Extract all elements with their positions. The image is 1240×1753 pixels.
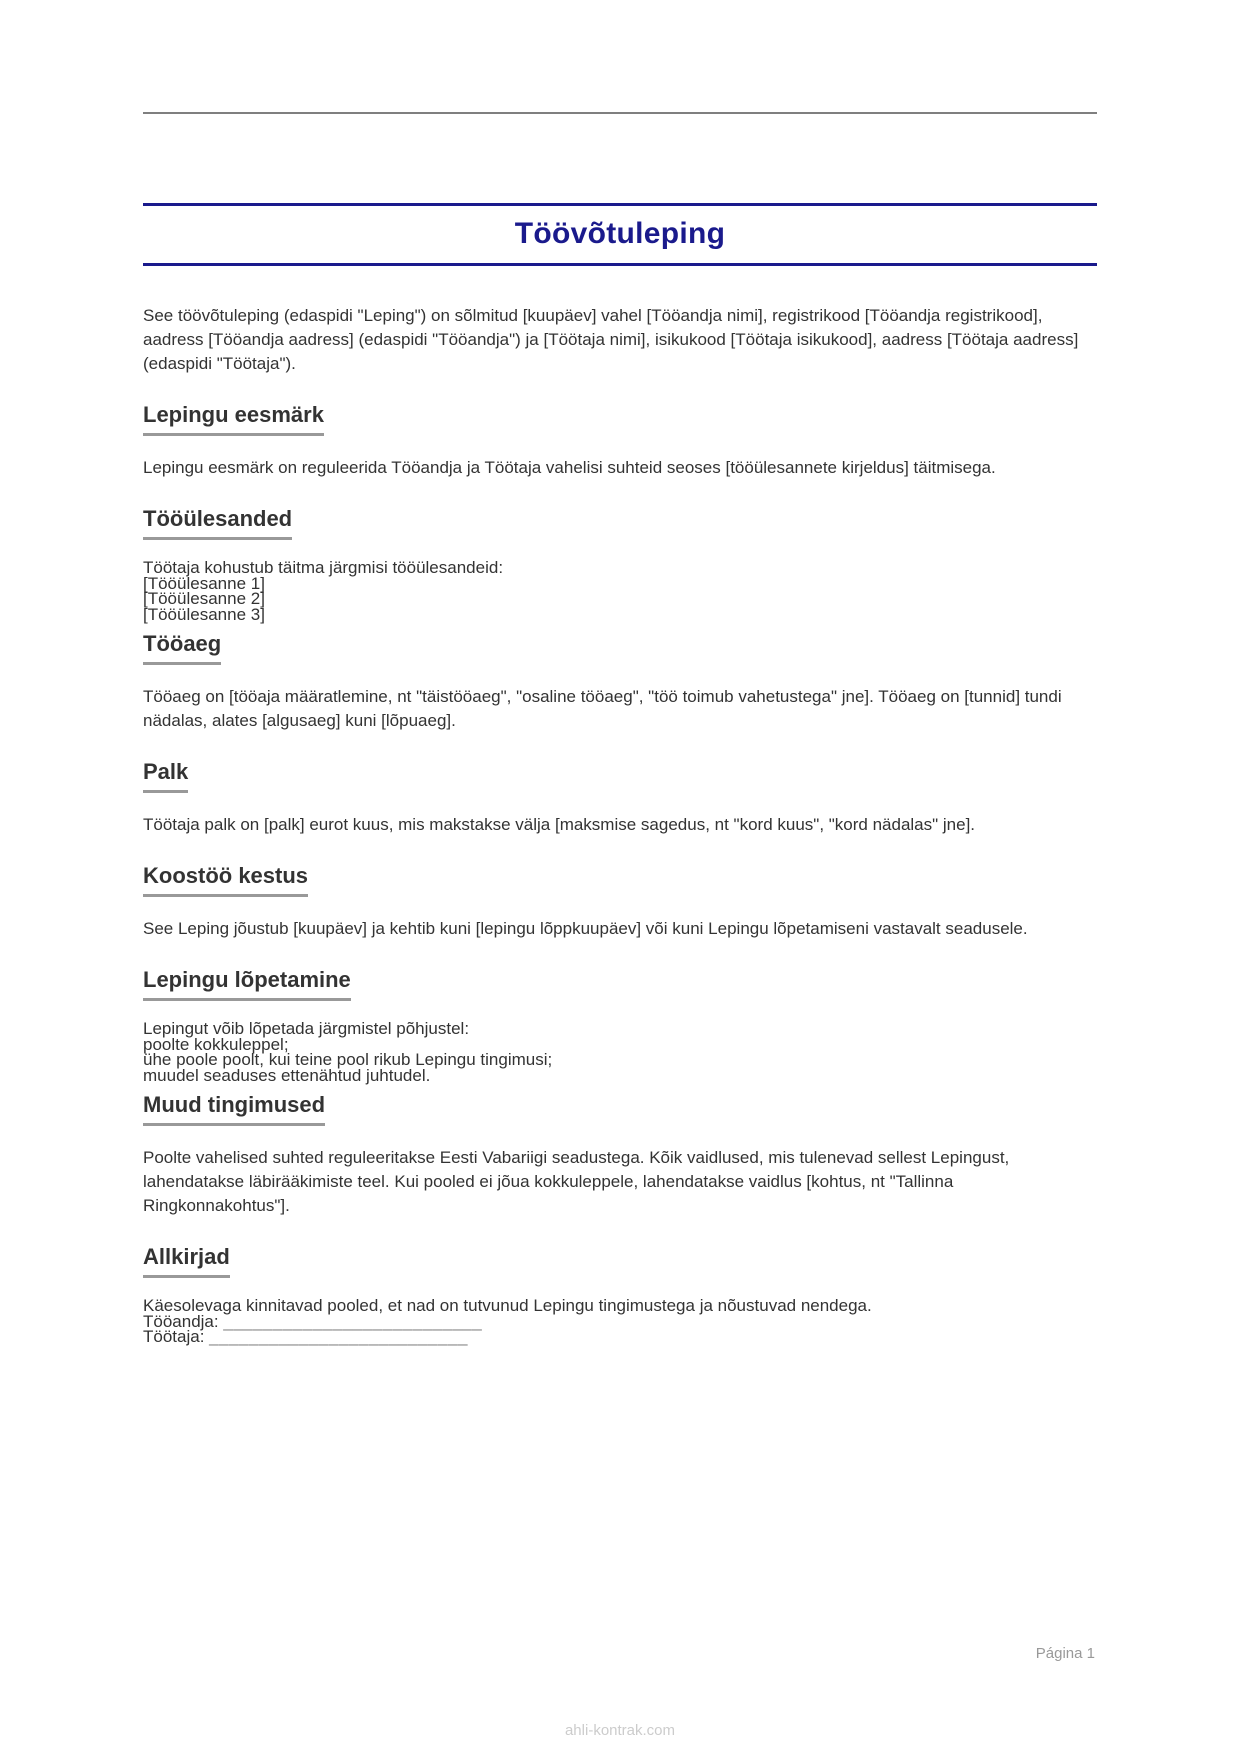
list-line: poolte kokkuleppel; (143, 1034, 289, 1054)
signature-line: __________________________ (209, 1327, 468, 1346)
title-block (143, 203, 1097, 266)
section-heading-tooaeg: Tööaeg (143, 631, 221, 665)
section-heading-lepingu-eesmark: Lepingu eesmärk (143, 402, 324, 436)
signature-line: __________________________ (223, 1311, 483, 1331)
list-line: [Tööülesanne 1] (143, 573, 265, 593)
list-line: Töötaja kohustub täitma järgmisi tööülesandeid: (143, 558, 504, 577)
list-line: ühe poole poolt, kui teine pool rikub Lepingu tingimusi; (143, 1050, 553, 1069)
section-heading-lepingu-lopetamine: Lepingu lõpetamine (143, 967, 351, 1001)
confirmation-line: Käesolevaga kinnitavad pooled, et nad on tutvunud Lepingu tingimustega ja nõustuvad nendega. (143, 1296, 872, 1315)
signature-label: Tööandja: (143, 1311, 219, 1331)
intro-paragraph: See töövõtuleping (edaspidi "Leping") on sõlmitud [kuupäev] vahel [Tööandja nimi], registrikood [Tööandja registrikood], aadress [Tööandja aadress] (edaspidi "Tööandja") ja [Töötaja nimi], isikukood [Töötaja isikukood], aadress [Töötaja aadress] (edaspidi "Töötaja"). (143, 306, 1079, 373)
document-title: Töövõtuleping (514, 217, 726, 250)
list-line: Lepingut võib lõpetada järgmistel põhjustel: (143, 1019, 470, 1038)
section-paragraph: Tööaeg on [tööaja määratlemine, nt "täistööaeg", "osaline tööaeg", "töö toimub vahetustega" jne]. Tööaeg on [tunnid] tundi nädalas, alates [algusaeg] kuni [lõpuaeg]. (143, 687, 1062, 730)
section-heading-tooulesanded: Tööülesanded (143, 506, 292, 540)
list-line: [Tööülesanne 3] (143, 604, 265, 624)
section-paragraph: Lepingu eesmärk on reguleerida Tööandja ja Töötaja vahelisi suhteid seoses [tööülesannete kirjeldus] täitmisega. (143, 458, 996, 477)
page-number: Página 1 (1035, 1645, 1095, 1662)
section-paragraph: See Leping jõustub [kuupäev] ja kehtib kuni [lepingu lõppkuupäev] või kuni Lepingu lõpetamiseni vastavalt seadusele. (143, 919, 1028, 938)
signature-row-employee (143, 1329, 1097, 1345)
list-line: [Tööülesanne 2] (143, 589, 265, 608)
list-line: muudel seaduses ettenähtud juhtudel. (143, 1065, 431, 1085)
signatures-block (143, 1298, 1097, 1345)
section-heading-muud-tingimused: Muud tingimused (143, 1092, 325, 1126)
signature-label: Töötaja: (143, 1327, 205, 1346)
section-paragraph: Poolte vahelised suhted reguleeritakse Eesti Vabariigi seadustega. Kõik vaidlused, mis tulenevad sellest Lepingust, lahendatakse läbirääkimiste teel. Kui pooled ei jõua kokkuleppele, lahendatakse vaidlus [kohtus, nt "Tallinna Ringkonnakohtus"]. (143, 1148, 1010, 1215)
watermark: ahli-kontrak.com (564, 1722, 676, 1739)
section-heading-allkirjad: Allkirjad (143, 1244, 230, 1278)
section-heading-palk: Palk (143, 759, 188, 793)
section-heading-koostoo-kestus: Koostöö kestus (143, 863, 308, 897)
document-content (143, 203, 1097, 1345)
header-rule (143, 112, 1097, 114)
section-paragraph: Töötaja palk on [palk] eurot kuus, mis makstakse välja [maksmise sagedus, nt "kord kuus", "kord nädalas" jne]. (143, 815, 976, 834)
termination-list (143, 1021, 1097, 1083)
task-list (143, 560, 1097, 622)
